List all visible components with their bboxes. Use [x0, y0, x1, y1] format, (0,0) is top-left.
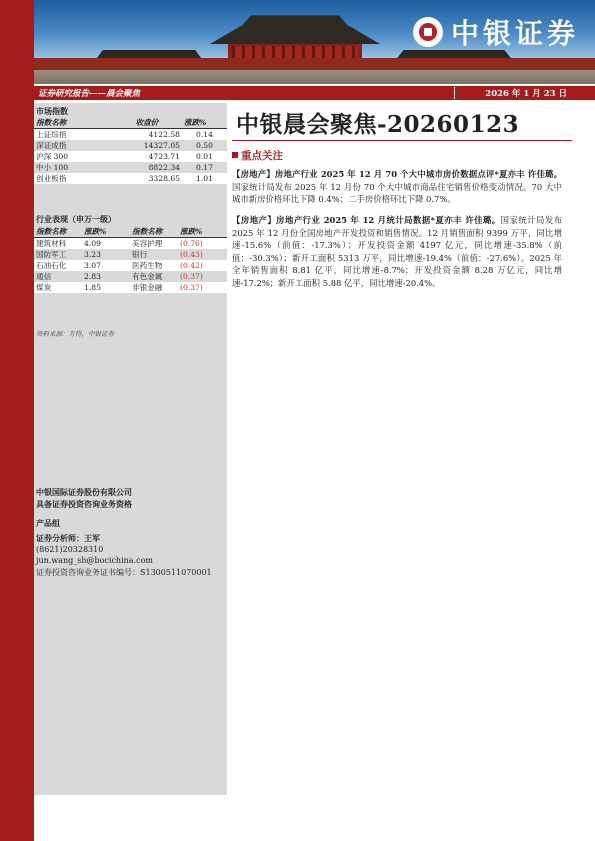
- square-bullet-icon: [232, 152, 238, 158]
- industry-change: 3.23: [82, 249, 130, 260]
- industry-change: 2.83: [82, 271, 130, 282]
- market-table-title: 市场指数: [36, 106, 68, 116]
- boc-logo-icon: [413, 17, 443, 47]
- industry-name: 有色金属: [130, 271, 178, 282]
- col-header: 涨跌%: [84, 227, 107, 236]
- market-table-header: [34, 117, 227, 129]
- industry-name: 国防军工: [34, 249, 82, 260]
- section-heading: [232, 148, 283, 163]
- table-row: [34, 282, 227, 293]
- news-tag: 【房地产】: [232, 169, 275, 179]
- license-number: 证券投资咨询业务证书编号：S1300511070001: [36, 568, 212, 577]
- table-row: [34, 162, 227, 173]
- industry-name: 通信: [34, 271, 82, 282]
- title-divider: [232, 140, 572, 141]
- palace-plaza: [34, 70, 595, 84]
- industry-name: 建筑材料: [34, 238, 82, 250]
- industry-name: 医药生物: [130, 260, 178, 271]
- table-row: [34, 271, 227, 282]
- col-header: 指数名称: [132, 227, 163, 236]
- company-name: 中银国际证券股份有限公司: [36, 487, 132, 497]
- section-label: 重点关注: [241, 150, 283, 162]
- index-name: 上证综指: [34, 129, 112, 141]
- industry-change: (0.37): [178, 282, 227, 293]
- report-subheader: [34, 86, 595, 100]
- col-header: 收盘价: [135, 118, 159, 127]
- close-price: 14327.05: [112, 140, 182, 151]
- data-source-note: 资料来源：万得，中银证券: [36, 330, 114, 338]
- palace-wall: [34, 58, 595, 70]
- industry-name: 美容护理: [130, 238, 178, 250]
- change-pct: 0.17: [182, 162, 227, 173]
- industry-change: 4.09: [82, 238, 130, 250]
- industry-change: (0.43): [178, 249, 227, 260]
- close-price: 4723.71: [112, 151, 182, 162]
- report-type: 证券研究报告——晨会聚焦: [38, 89, 141, 99]
- market-index-table: [34, 117, 227, 184]
- news-item: [232, 214, 562, 290]
- news-tag: 【房地产】: [232, 215, 277, 225]
- col-header: 指数名称: [36, 118, 67, 127]
- change-pct: 0.14: [182, 129, 227, 141]
- subheader-divider: [454, 87, 455, 99]
- palace-roof-top: [240, 10, 350, 28]
- industry-performance-table: [34, 226, 227, 293]
- change-pct: 1.01: [182, 173, 227, 184]
- change-pct: 0.50: [182, 140, 227, 151]
- index-name: 中小 100: [34, 162, 112, 173]
- report-date: 2026 年 1 月 23 日: [485, 89, 567, 99]
- col-header: 指数名称: [36, 227, 67, 236]
- analyst-email[interactable]: jun.wang_sh@bocichina.com: [36, 556, 153, 565]
- industry-name: 非银金融: [130, 282, 178, 293]
- news-item: [232, 168, 562, 206]
- close-price: 8822.34: [112, 162, 182, 173]
- news-headline: 房地产行业 2025 年 12 月 70 个大中城市房价数据点评*夏亦丰 许佳璐。: [274, 169, 562, 179]
- logo-text: 中银证券: [450, 17, 579, 50]
- table-row: [34, 140, 227, 151]
- sidebar-panel: [34, 103, 227, 795]
- industry-table-title: 行业表现（申万一级）: [36, 214, 116, 224]
- change-pct: 0.01: [182, 151, 227, 162]
- close-price: 4122.58: [112, 129, 182, 141]
- header-banner: [34, 0, 595, 84]
- qualification: 具备证券投资咨询业务资格: [36, 499, 132, 509]
- company-logo: [413, 12, 579, 52]
- close-price: 3328.65: [112, 173, 182, 184]
- industry-table-header: [34, 226, 227, 238]
- news-body: 国家统计局发布 2025 年 12 月份全国房地产开发投资和销售情况。12 月销售面积 9399 万平，同比增速-15.6%（前值：-17.3%）；开发投资金额 4197 亿元，同比增速-35.8%（前值：-30.3%）；新开工面积 5313 万平，同比增速-19.4%（前值：-27.6%）。2025 年全年销售面积 8.81 亿平，同比增速-8.7%；开发投资金额 8.28 万亿元，同比增速-17.2%；新开工面积 5.88 亿平，同比增速-20.4%。: [232, 215, 563, 288]
- analyst-phone: (8621)20328310: [36, 545, 104, 554]
- industry-name: 石油石化: [34, 260, 82, 271]
- table-row: [34, 238, 227, 250]
- industry-change: (0.76): [178, 238, 227, 250]
- table-row: [34, 249, 227, 260]
- industry-change: (0.37): [178, 271, 227, 282]
- table-row: [34, 151, 227, 162]
- industry-change: 1.85: [82, 282, 130, 293]
- index-name: 深证成指: [34, 140, 112, 151]
- news-headline: 房地产行业 2025 年 12 月统计局数据*夏亦丰 许佳璐。: [276, 215, 501, 225]
- table-row: [34, 260, 227, 271]
- news-body: 国家统计局发布 2025 年 12 月份 70 个大中城市商品住宅销售价格变动情况。70 大中城市新房价格环比下降 0.4%；二手房价格环比下降 0.7%。: [232, 181, 562, 205]
- left-red-bar: [0, 0, 34, 841]
- table-row: [34, 129, 227, 141]
- index-name: 沪深 300: [34, 151, 112, 162]
- col-header: 涨跌%: [184, 118, 207, 127]
- page-title: 中银晨会聚焦-20260123: [236, 111, 520, 138]
- industry-name: 煤炭: [34, 282, 82, 293]
- industry-change: 3.07: [82, 260, 130, 271]
- industry-name: 银行: [130, 249, 178, 260]
- col-header: 涨跌%: [180, 227, 203, 236]
- product-group: 产品组: [36, 518, 60, 528]
- analyst-name: 证券分析师：王军: [36, 533, 100, 543]
- table-row: [34, 173, 227, 184]
- index-name: 创业板指: [34, 173, 112, 184]
- industry-change: (0.42): [178, 260, 227, 271]
